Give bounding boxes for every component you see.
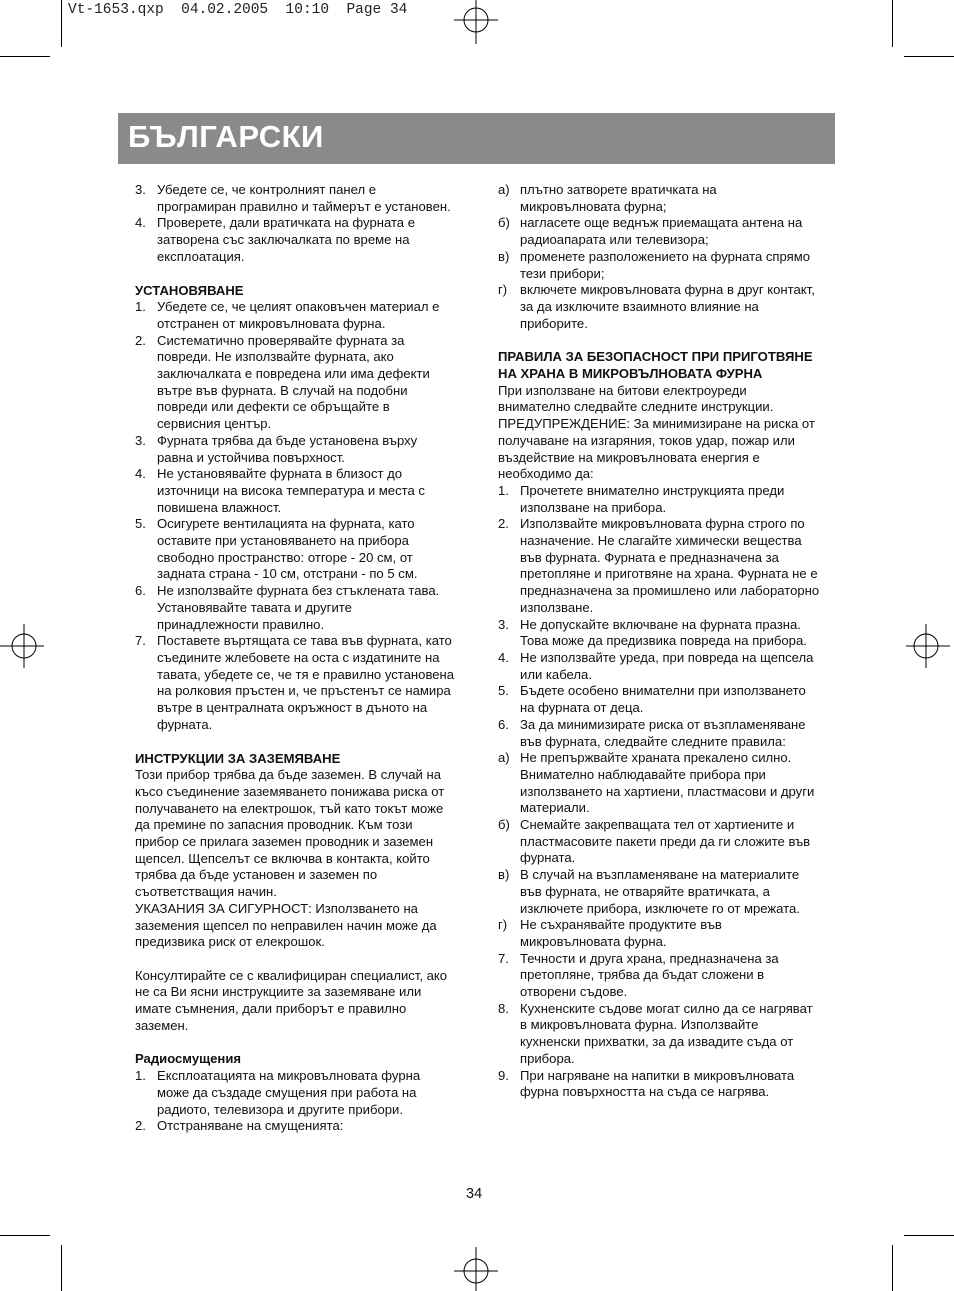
section-heading: ПРАВИЛА ЗА БЕЗОПАСНОСТ ПРИ ПРИГОТВЯНЕ НА ХРАНА В МИКРОВЪЛНОВАТА ФУРНА	[498, 349, 813, 382]
list-item: 4. Проверете, дали вратичката на фурната е затворена със заключалката по време на експлоатация.	[135, 215, 415, 264]
page-number: 34	[466, 1186, 483, 1202]
crop-mark	[61, 1245, 62, 1291]
paragraph: ПРЕДУПРЕЖДЕНИЕ: За минимизиране на риска от получаване на изгаряния, токов удар, пожар или въздействие на микровълновата енергия е необходимо да:	[498, 416, 815, 482]
section-heading: Радиосмущения	[135, 1051, 242, 1067]
crop-mark	[892, 1245, 893, 1291]
list-item: 8. Кухненските съдове могат силно да се нагряват в микровълновата фурна. Използвайте кухненски прихватки, за да извадите съда от прибора.	[498, 1000, 813, 1066]
list-item: 2. Систематично проверявайте фурната за повреди. Не използвайте фурната, ако заключалката е повредена или има дефекти вътре във фурната. В случай на подобни повреди или дефекти се обръщайте в сервисния център.	[135, 332, 430, 432]
registration-mark-icon	[906, 624, 950, 668]
section-heading: ИНСТРУКЦИИ ЗА ЗАЗЕМЯВАНЕ	[135, 750, 341, 766]
list-item: г) включете микровълновата фурна в друг контакт, за да изключите взаимното влияние на приборите.	[498, 282, 815, 331]
registration-mark-icon	[0, 624, 44, 668]
crop-mark	[0, 56, 50, 57]
crop-mark	[904, 56, 954, 57]
list-item: б) Снемайте закрепващата тел от хартиените и пластмасовите пакети преди да ги сложите във фурната.	[498, 817, 811, 866]
page-title: БЪЛГАРСКИ	[128, 119, 324, 154]
crop-mark	[0, 1235, 50, 1236]
list-item: 6. За да минимизирате риска от възпламеняване във фурната, следвайте следните правила:	[498, 716, 806, 749]
list-item: 1. Експлоатацията на микровълновата фурна може да създаде смущения при работа на радиото, телевизора и другите прибори.	[135, 1068, 421, 1117]
list-item: 3. Убедете се, че контролният панел е програмиран правилно и таймерът е установен.	[135, 182, 451, 214]
registration-mark-icon	[454, 0, 498, 44]
crop-mark	[61, 0, 62, 47]
list-item: г) Не съхранявайте продуктите във микровълновата фурна.	[498, 917, 722, 949]
list-item: б) нагласете още веднъж приемащата антена на радиоапарата или телевизора;	[498, 215, 803, 248]
left-column	[135, 182, 455, 1135]
registration-mark-icon	[454, 1247, 498, 1291]
list-item: 1. Прочетете внимателно инструкцията преди използване на прибора.	[498, 482, 785, 515]
list-item: 1. Убедете се, че целият опаковъчен материал е отстранен от микровълновата фурна.	[135, 299, 440, 331]
section-heading: УСТАНОВЯВАНЕ	[135, 282, 244, 298]
list-item: в) В случай на възпламеняване на материалите във фурната, не отваряйте вратичката, а изключете прибора, изключете го от мрежата.	[498, 867, 800, 916]
right-column	[498, 182, 820, 1101]
list-item: а) Не препържвайте храната прекалено силно. Внимателно наблюдавайте прибора при използването на хартиени, пластмасови и други материали.	[498, 750, 815, 816]
list-item: 3. Не допускайте включване на фурната празна. Това може да предизвика повреда на прибора.	[498, 616, 807, 649]
list-item: 2. Използвайте микровълновата фурна строго по назначение. Не слагайте химически вещества във фурната. Фурната е предназначена за претопляне и приготвяне на храна. Фурната не е предназначена за промишлено или лабораторно използване.	[498, 516, 820, 615]
paragraph: Този прибор трябва да бъде заземен. В случай на късо съединение заземяването понижава риска от получаването на електрошок, тъй като токът може да премине по запасния проводник. Към този прибор се прилага заземен проводник и заземен щепсел. Щепселът се включва в контакта, който трябва да бъде установен и заземен по съответстващия начин.	[135, 767, 445, 900]
paragraph: Консултирайте се с квалифициран специалист, ако не са Ви ясни инструкциите за заземяване или имате съмнения, дали приборът е правилно заземен.	[135, 967, 448, 1033]
list-item: 9. При нагряване на напитки в микровълновата фурна повърхността на съда се нагрява.	[498, 1067, 795, 1100]
crop-mark	[904, 1235, 954, 1236]
list-item: 7. Поставете въртящата се тава във фурната, като съедините жлебовете на оста с издатините на тавата, убедете се, че тя е правилно установена на ролковия пръстен и, че пръстенът се намира вътре в централната окръжност в дъното на фурната.	[135, 633, 455, 732]
list-item: в) променете разположението на фурната спрямо тези прибори;	[498, 248, 811, 281]
print-slug: Vt-1653.qxp 04.02.2005 10:10 Page 34	[68, 2, 408, 18]
list-item: 5. Осигурете вентилацията на фурната, като оставите при установяването на прибора свободно пространство: отгоре - 20 см, от задната страна - 10 см, отстрани - по 5 см.	[135, 516, 418, 582]
crop-mark	[892, 0, 893, 47]
list-item: 4. Не използвайте уреда, при повреда на щепсела или кабела.	[498, 649, 814, 682]
list-item: 3. Фурната трябва да бъде установена върху равна и устойчива повърхност.	[135, 432, 418, 465]
paragraph: УКАЗАНИЯ ЗА СИГУРНОСТ: Използването на заземения щепсел по неправилен начин може да предизвика риск от елекрошок.	[135, 900, 437, 950]
list-item: 5. Бъдете особено внимателни при използването на фурната от деца.	[498, 683, 806, 716]
list-item: а) плътно затворете вратичката на микровълновата фурна;	[498, 182, 717, 214]
list-item: 4. Не установявайте фурната в близост до източници на висока температура и места с повишена влажност.	[135, 466, 425, 515]
list-item: 7. Течности и друга храна, предназначена за претопляне, трябва да бъдат сложени в отворени съдове.	[498, 950, 779, 1000]
paragraph: При използване на битови електроуреди внимателно следвайте следните инструкции.	[498, 382, 774, 415]
list-item: 2. Отстраняване на смущенията:	[135, 1118, 344, 1134]
list-item: 6. Не използвайте фурната без стъклената тава. Установявайте тавата и другите принадлежности правилно.	[135, 583, 440, 632]
